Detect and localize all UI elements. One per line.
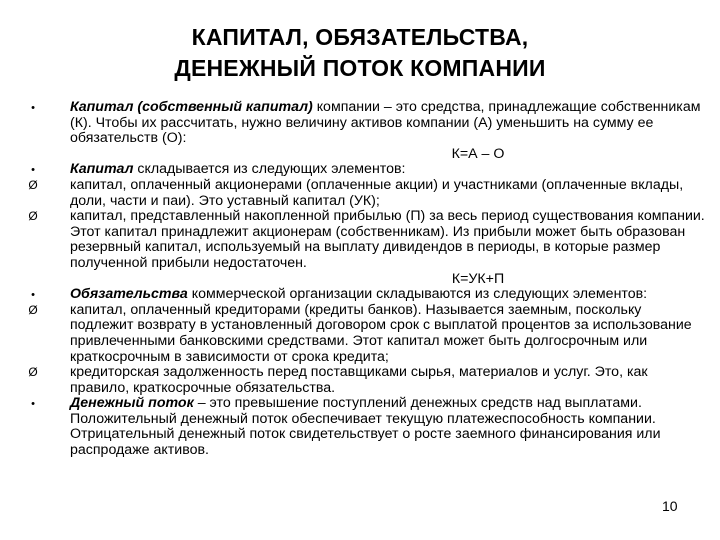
item-text: кредиторская задолженность перед поставщиками сырья, материалов и услуг. Это, как правило, краткосрочные обязательства. — [70, 364, 648, 396]
bullet-icon: • — [31, 164, 35, 177]
list-item-paid-capital — [24, 178, 706, 209]
list-item-capital-elements — [24, 162, 706, 178]
arrow-bullet-icon: Ø — [28, 302, 38, 317]
term-liabilities: Обязательства — [70, 286, 188, 303]
item-text: складывается из следующих элементов: — [133, 161, 406, 178]
arrow-bullet-icon: Ø — [28, 209, 38, 224]
item-text: – это превышение поступлений денежных средств над выплатами. Положительный денежный поток обеспечивает текущую платежеспособность компании. Отрицательный денежный поток свидетельствует о росте заемного финансирования или распродаже активов. — [70, 395, 661, 459]
list-item-cash-flow — [24, 396, 706, 458]
title-line-2: ДЕНЕЖНЫЙ ПОТОК КОМПАНИИ — [174, 55, 546, 81]
term-capital: Капитал (собственный капитал) — [70, 99, 313, 115]
list-item-bank-credit — [24, 303, 706, 365]
bullet-icon: • — [31, 289, 35, 302]
item-text: капитал, оплаченный кредиторами (кредиты банков). Называется заемным, поскольку подлежит возврату в установленный договором срок с выплатой процентов за использование привлеченными банковскими средствами. Этот капитал может быть долгосрочным или краткосрочным в зависимости от срока кредита; — [70, 301, 692, 365]
item-text: компании – это средства, принадлежащие собственникам (К). Чтобы их рассчитать, нужно величину активов компании (А) уменьшить на сумму ее обязательств (О): — [70, 99, 701, 147]
list-item-payables — [24, 365, 706, 396]
item-text: коммерческой организации складываются из следующих элементов: — [187, 286, 648, 303]
slide-title — [90, 22, 630, 84]
slide-number: 10 — [662, 498, 678, 514]
item-text: капитал, представленный накопленной прибылью (П) за весь период существования компании. Этот капитал принадлежит акционерам (собственникам). Из прибыли может быть образован резервный капитал, используемый на выплату дивидендов в периоды, в которые размер полученной прибыли недостаточен. — [70, 208, 705, 271]
formula-capital-composition: К=УК+П — [451, 270, 505, 287]
term-cash-flow: Денежный поток — [70, 395, 194, 412]
list-item-liabilities — [24, 287, 706, 303]
arrow-bullet-icon: Ø — [28, 365, 38, 380]
term-capital-short: Капитал — [70, 161, 134, 178]
slide-body — [24, 100, 706, 459]
bullet-icon: • — [31, 102, 35, 114]
title-line-1: КАПИТАЛ, ОБЯЗАТЕЛЬСТВА, — [191, 24, 529, 50]
list-item-retained-profit — [24, 209, 706, 271]
item-text: капитал, оплаченный акционерами (оплаченные акции) и участниками (оплаченные вклады, доли, части и паи). Это уставный капитал (УК); — [70, 176, 684, 209]
list-item-capital — [24, 100, 706, 147]
formula-capital: К=А – О — [451, 145, 505, 162]
bullet-icon: • — [31, 398, 35, 411]
arrow-bullet-icon: Ø — [28, 177, 38, 192]
